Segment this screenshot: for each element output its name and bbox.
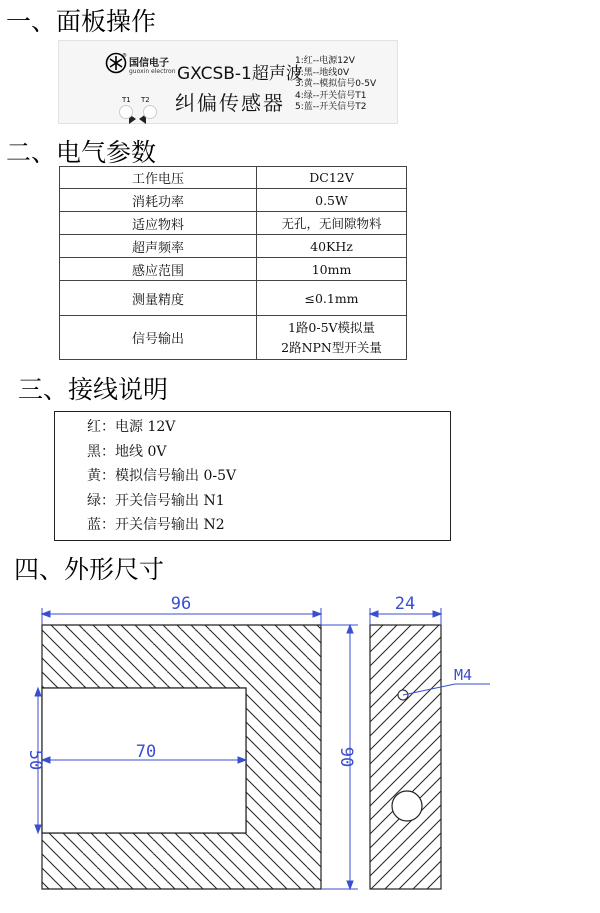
brand-name-cn: 国信电子 xyxy=(129,58,169,69)
panel-section-title: 一、面板操作 xyxy=(6,7,157,36)
param-value-line: 1路0-5V模拟量 xyxy=(287,319,376,335)
wire-legend-item: 1:红--电源12V xyxy=(295,56,355,66)
table-row xyxy=(60,316,407,360)
dimension-drawing xyxy=(0,585,600,913)
wire-legend-item: 2:黑--地线0V xyxy=(295,67,350,78)
list-item xyxy=(87,415,450,440)
param-value: 40KHz xyxy=(257,235,407,258)
wire-color: 绿： xyxy=(87,492,115,509)
param-key: 信号输出 xyxy=(60,316,257,360)
led-t2-window xyxy=(143,105,157,119)
params-section-title: 二、电气参数 xyxy=(6,138,157,167)
wire-function: 开关信号输出 N2 xyxy=(115,517,225,533)
wiring-instructions-box xyxy=(54,411,451,541)
inner-height-dimension-label: 50 xyxy=(25,749,45,771)
width-dimension-label: 96 xyxy=(170,594,192,614)
brand-name-en: guoxin electron xyxy=(129,68,176,75)
param-value: 无孔，无间隙物料 xyxy=(257,212,407,235)
param-value: 10mm xyxy=(257,258,407,281)
param-key: 超声频率 xyxy=(60,235,257,258)
param-key: 工作电压 xyxy=(60,167,257,189)
front-view xyxy=(42,625,321,889)
sensor-panel-label xyxy=(58,40,398,124)
product-name: 纠偏传感器 xyxy=(175,91,285,115)
list-item xyxy=(87,464,450,489)
wire-color: 蓝： xyxy=(87,517,115,533)
wire-legend-item: 4:绿--开关信号T1 xyxy=(295,90,367,101)
table-row xyxy=(60,258,407,281)
table-row xyxy=(60,235,407,258)
param-key: 消耗功率 xyxy=(60,189,257,212)
svg-text:®: ® xyxy=(122,53,127,59)
wire-legend-item: 5:蓝--开关信号T2 xyxy=(295,102,367,113)
wire-function: 地线 0V xyxy=(115,443,167,460)
param-value-line: 2路NPN型开关量 xyxy=(281,339,382,355)
brand-logo-icon xyxy=(105,52,127,74)
wire-function: 电源 12V xyxy=(115,419,176,435)
table-row xyxy=(60,189,407,212)
model-number: GXCSB-1超声波 xyxy=(177,64,303,84)
wire-function: 模拟信号输出 0-5V xyxy=(115,468,237,484)
param-value xyxy=(257,316,407,360)
thread-size-label: M4 xyxy=(454,666,473,684)
table-row xyxy=(60,281,407,316)
led-t2-label: T2 xyxy=(141,96,150,104)
side-view xyxy=(370,625,441,889)
wire-color: 黄： xyxy=(87,468,115,484)
list-item xyxy=(87,440,450,465)
led-t1-window xyxy=(119,105,133,119)
inner-width-dimension-label: 70 xyxy=(135,742,157,762)
side-width-dimension-label: 24 xyxy=(394,594,416,614)
param-key: 适应物料 xyxy=(60,212,257,235)
wire-function: 开关信号输出 N1 xyxy=(115,492,225,509)
led-t1-label: T1 xyxy=(122,96,131,104)
param-key: 感应范围 xyxy=(60,258,257,281)
table-row xyxy=(60,212,407,235)
wire-legend xyxy=(295,56,376,114)
dims-section-title: 四、外形尺寸 xyxy=(14,555,165,584)
height-dimension-label: 90 xyxy=(336,746,356,768)
list-item xyxy=(87,513,450,538)
wire-legend-item: 3:黄--模拟信号0-5V xyxy=(295,79,377,90)
wire-color: 红： xyxy=(87,419,115,435)
electrical-params-table xyxy=(59,166,407,360)
param-key: 测量精度 xyxy=(60,281,257,316)
param-value: ≤0.1mm xyxy=(257,281,407,316)
param-value: 0.5W xyxy=(257,189,407,212)
param-value: DC12V xyxy=(257,167,407,189)
wiring-section-title: 三、接线说明 xyxy=(18,375,169,404)
list-item xyxy=(87,489,450,514)
wire-color: 黑： xyxy=(87,443,115,460)
table-row xyxy=(60,167,407,189)
